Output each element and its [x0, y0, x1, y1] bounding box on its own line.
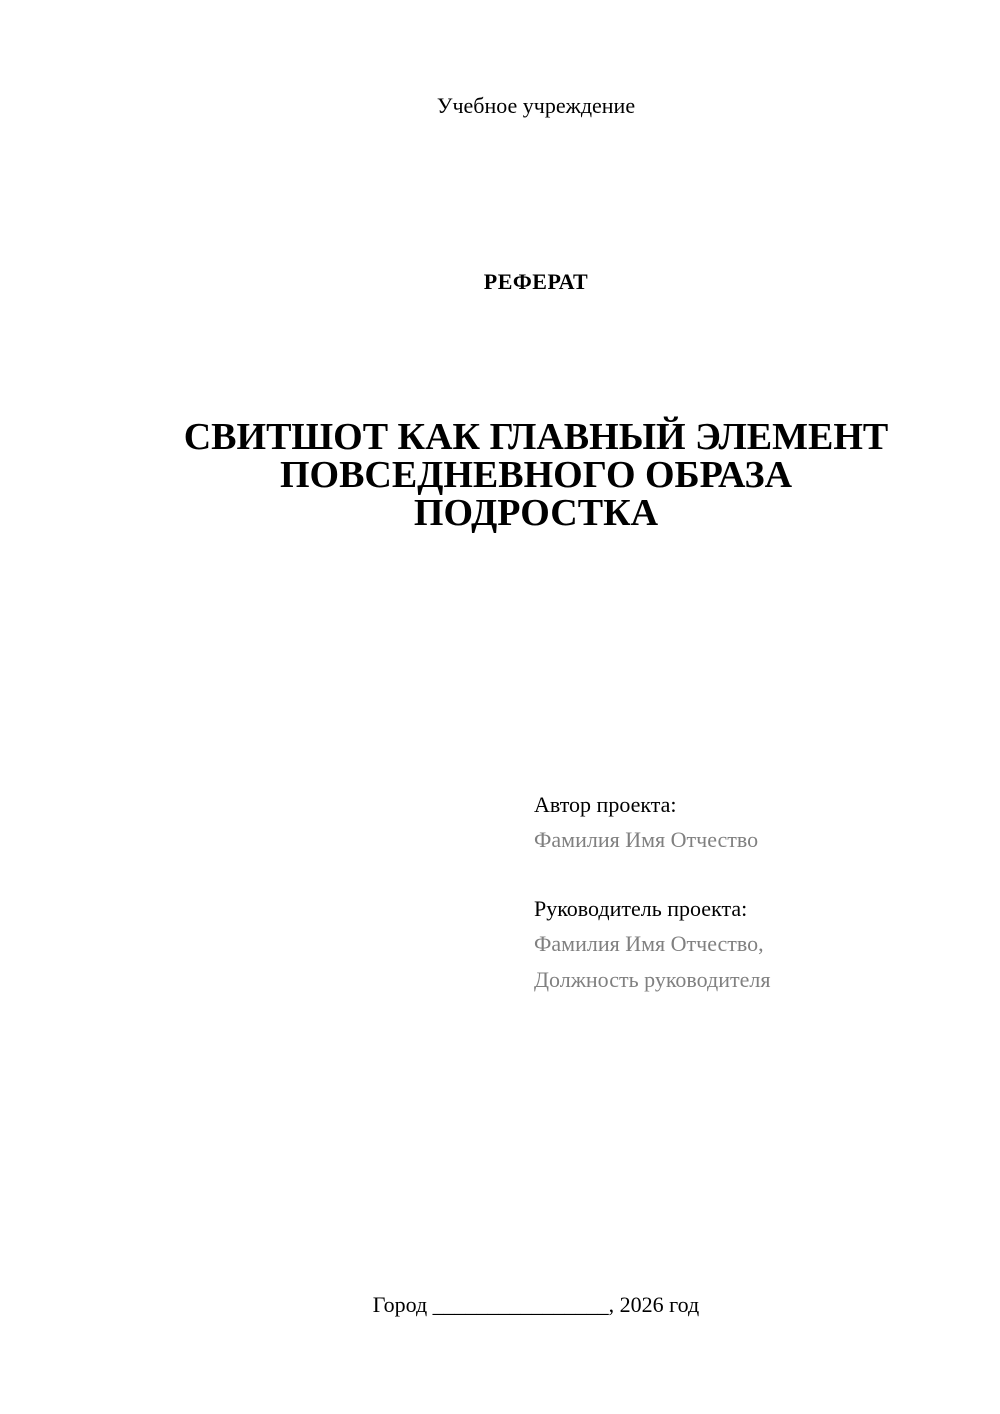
city-year-line: Город ________________, 2026 год	[372, 1292, 700, 1317]
title-line: СВИТШОТ КАК ГЛАВНЫЙ ЭЛЕМЕНТ	[183, 416, 889, 458]
author-label: Автор проекта:	[534, 792, 677, 817]
supervisor-position: Должность руководителя	[534, 967, 771, 992]
document-type: РЕФЕРАТ	[483, 269, 589, 294]
project-info-block	[534, 788, 974, 998]
spacer	[534, 858, 974, 892]
title-line: ПОДРОСТКА	[413, 492, 659, 534]
supervisor-label: Руководитель проекта:	[534, 896, 748, 921]
institution-name: Учебное учреждение	[436, 93, 636, 118]
author-name: Фамилия Имя Отчество	[534, 827, 759, 852]
title-line: ПОВСЕДНЕВНОГО ОБРАЗА	[279, 454, 793, 496]
supervisor-name: Фамилия Имя Отчество,	[534, 931, 764, 956]
document-title	[150, 418, 922, 532]
